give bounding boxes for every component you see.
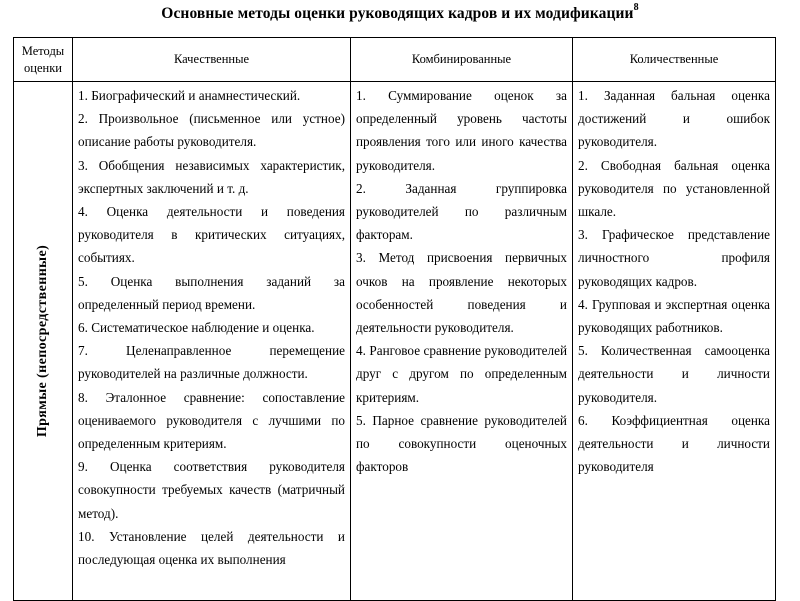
list-item: 4. Оценка деятельности и поведения руководителя в критических ситуациях, событиях. (78, 204, 345, 266)
list-item: 5. Количественная самооценка деятельности и личности руководителя. (578, 343, 770, 405)
list-item: 4. Ранговое сравнение руководителей друг с другом по определенным критериям. (356, 343, 567, 405)
list-item: 3. Обобщения независимых характеристик, экспертных заключений и т. д. (78, 157, 345, 196)
list-item: 2. Свободная бальная оценка руководителя по установленной шкале. (578, 157, 770, 220)
list-item: 3. Метод присвоения первичных очков на проявление некоторых особенностей поведения и деятельности руководителя. (356, 250, 567, 336)
header-row (14, 38, 776, 82)
list-item: 4. Групповая и экспертная оценка руководящих работников. (578, 296, 770, 336)
list-item: 5. Оценка выполнения заданий за определенный период времени. (78, 273, 345, 312)
header-quantitative: Количественные (573, 38, 776, 82)
list-item: 6. Коэффициентная оценка деятельности и личности руководителя (578, 412, 770, 475)
list-item: 6. Систематическое наблюдение и оценка. (78, 320, 315, 336)
header-methods: Методы оценки (14, 38, 73, 82)
header-qualitative: Качественные (73, 38, 351, 82)
list-item: 5. Парное сравнение руководителей по совокупности оценочных факторов (356, 412, 567, 475)
methods-table (13, 37, 776, 601)
footnote-marker: 8 (633, 2, 639, 13)
list-item: 9. Оценка соответствия руководителя совокупности требуемых качеств (матричный метод). (78, 459, 345, 521)
combined-cell (351, 82, 573, 601)
direct-methods-row (14, 82, 776, 601)
list-item: 7. Целенаправленное перемещение руководителей на различные должности. (78, 343, 345, 382)
title-text: Основные методы оценки руководящих кадров и их модификации (161, 5, 634, 23)
list-item: 1. Заданная бальная оценка достижений и ошибок руководителя. (578, 88, 770, 150)
list-item: 8. Эталонное сравнение: сопоставление оцениваемого руководителя с лучшими по определенным критериям. (78, 389, 345, 452)
list-item: 2. Произвольное (письменное или устное) описание работы руководителя. (78, 111, 345, 150)
header-combined: Комбинированные (351, 38, 573, 82)
row-label: Прямые (непосредственные) (35, 244, 50, 438)
quantitative-cell (573, 82, 776, 601)
list-item: 10. Установление целей деятельности и последующая оценка их выполнения (78, 528, 345, 568)
list-item: 3. Графическое представление личностного профиля руководящих кадров. (578, 227, 770, 289)
qualitative-cell (73, 82, 351, 601)
row-label-cell (14, 82, 73, 601)
list-item: 1. Биографический и анамнестический. (78, 88, 301, 103)
table-title (0, 4, 800, 23)
list-item: 1. Суммирование оценок за определенный уровень частоты проявления того или иного качества руководителя. (356, 88, 567, 173)
list-item: 2. Заданная группировка руководителей по различным факторам. (356, 180, 567, 243)
